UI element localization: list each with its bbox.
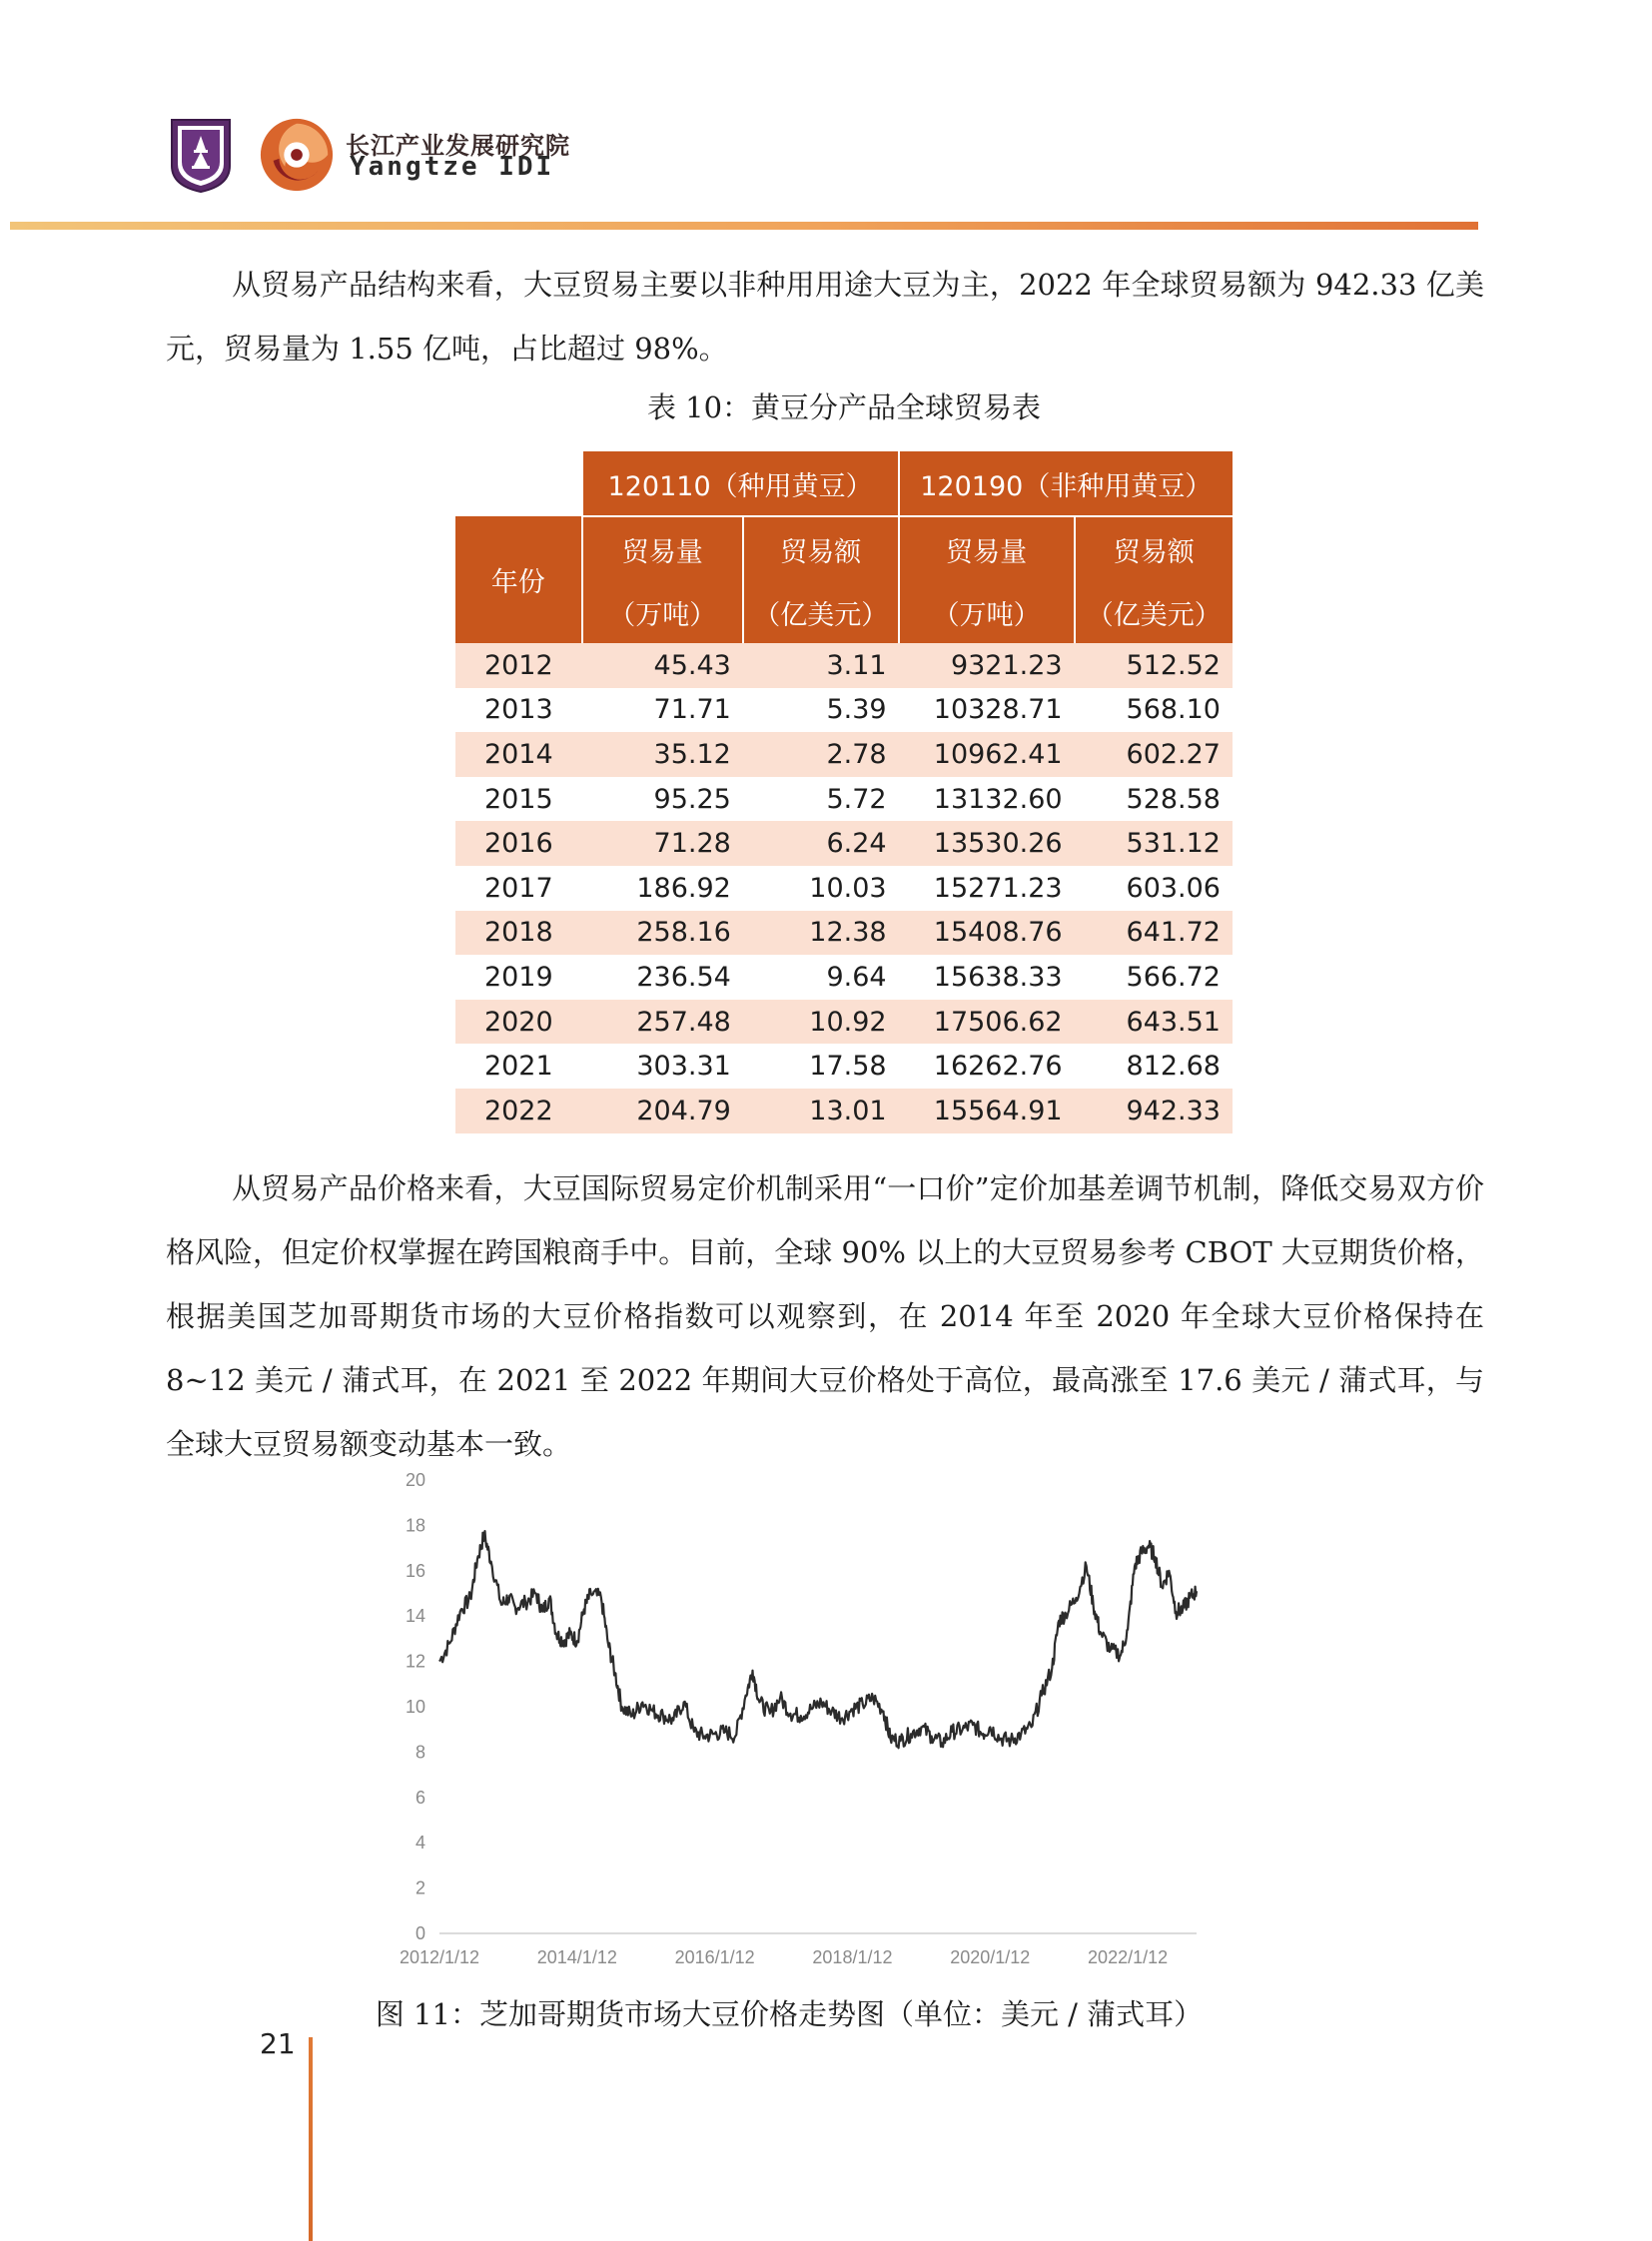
cell-year: 2016	[455, 821, 582, 866]
cell-nonseed-val: 566.72	[1126, 961, 1221, 993]
cell-seed-val: 17.58	[809, 1051, 887, 1083]
y-tick-label: 12	[405, 1651, 425, 1672]
cell-year: 2018	[455, 911, 582, 956]
cell-seed-qty: 45.43	[582, 643, 743, 688]
table-corner-blank	[455, 451, 582, 516]
x-tick-label: 2012/1/12	[399, 1947, 480, 1967]
footer-accent-bar	[309, 2037, 313, 2241]
cell-nonseed-val: 531.12	[1075, 821, 1233, 866]
table-row	[455, 1000, 1233, 1045]
cell-seed-val: 10.92	[743, 1000, 899, 1045]
unit-nonseed-val: （亿美元）	[1075, 581, 1233, 643]
cell-seed-qty: 71.28	[582, 821, 743, 866]
x-tick-label: 2022/1/12	[1088, 1947, 1169, 1967]
unit-nonseed-qty: （万吨）	[899, 581, 1075, 643]
cell-nonseed-val: 602.27	[1075, 732, 1233, 777]
cell-nonseed-qty: 17506.62	[899, 1000, 1075, 1045]
cell-nonseed-qty: 15564.91	[899, 1089, 1075, 1133]
cell-year: 2020	[455, 1000, 582, 1045]
cell-nonseed-qty: 10962.41	[899, 732, 1075, 777]
cell-nonseed-qty: 15408.76	[899, 911, 1075, 956]
table-row	[455, 1089, 1233, 1133]
cell-nonseed-qty: 13132.60	[933, 783, 1063, 815]
cell-seed-qty: 95.25	[653, 783, 731, 815]
y-tick-label: 0	[414, 1923, 425, 1943]
cell-nonseed-qty: 16262.76	[933, 1051, 1063, 1083]
table-row	[455, 821, 1233, 866]
cell-nonseed-val: 643.51	[1075, 1000, 1233, 1045]
paragraph-trade-structure: 从贸易产品结构来看，大豆贸易主要以非种用用途大豆为主，2022 年全球贸易额为 942.33 亿美元，贸易量为 1.55 亿吨，占比超过 98%。	[166, 268, 1484, 366]
cell-nonseed-val: 641.72	[1075, 911, 1233, 956]
cell-seed-val: 3.11	[743, 643, 899, 688]
y-tick-label: 6	[414, 1787, 425, 1808]
cell-seed-val: 5.72	[826, 783, 887, 815]
header-group-nonseed: 120190（非种用黄豆）	[899, 451, 1233, 516]
cell-seed-qty: 258.16	[582, 911, 743, 956]
cell-seed-qty: 186.92	[636, 872, 731, 904]
cell-year: 2017	[483, 872, 553, 904]
cell-seed-qty: 35.12	[582, 732, 743, 777]
chart-caption: 图 11：芝加哥期货市场大豆价格走势图（单位：美元 / 蒲式耳）	[375, 1997, 1204, 2031]
header-group-seed: 120110（种用黄豆）	[582, 451, 899, 516]
y-axis-ticks	[406, 1470, 425, 1943]
x-axis-ticks	[400, 1947, 1168, 1967]
x-tick-label: 2016/1/12	[674, 1947, 755, 1967]
cell-seed-val: 9.64	[826, 961, 887, 993]
cell-nonseed-qty: 13530.26	[899, 821, 1075, 866]
yangtze-idi-logo-icon	[258, 116, 336, 194]
cell-seed-val: 10.03	[809, 872, 887, 904]
cell-nonseed-qty: 15271.23	[933, 872, 1063, 904]
y-tick-label: 20	[405, 1470, 425, 1490]
cell-seed-qty: 71.71	[653, 694, 731, 726]
unit-seed-qty: （万吨）	[582, 581, 743, 643]
table-caption: 表 10：黄豆分产品全球贸易表	[646, 390, 1042, 424]
cell-nonseed-val: 812.68	[1126, 1051, 1221, 1083]
cell-seed-qty: 257.48	[582, 1000, 743, 1045]
cell-seed-qty: 236.54	[636, 961, 731, 993]
unit-seed-val: （亿美元）	[743, 581, 899, 643]
y-tick-label: 4	[414, 1833, 425, 1854]
soybean-price-chart	[380, 1468, 1229, 1967]
y-tick-label: 8	[414, 1742, 425, 1763]
header-year: 年份	[455, 516, 582, 643]
y-tick-label: 16	[405, 1560, 425, 1581]
table-row	[455, 955, 1233, 1000]
cell-nonseed-val: 942.33	[1075, 1089, 1233, 1133]
table-row	[455, 688, 1233, 733]
table-row	[455, 1044, 1233, 1089]
header-seed-qty: 贸易量	[582, 516, 743, 581]
table-row	[455, 866, 1233, 911]
cell-nonseed-val: 603.06	[1126, 872, 1221, 904]
cell-nonseed-qty: 10328.71	[933, 694, 1063, 726]
y-tick-label: 2	[414, 1877, 425, 1898]
price-series-line	[439, 1531, 1197, 1748]
header-seed-val: 贸易额	[743, 516, 899, 581]
page-number: 21	[260, 2027, 296, 2060]
y-tick-label: 14	[405, 1606, 425, 1627]
cell-nonseed-val: 512.52	[1075, 643, 1233, 688]
cell-year: 2012	[455, 643, 582, 688]
cell-year: 2014	[455, 732, 582, 777]
header-nonseed-val: 贸易额	[1075, 516, 1233, 581]
cell-nonseed-qty: 15638.33	[933, 961, 1063, 993]
cell-seed-val: 13.01	[743, 1089, 899, 1133]
paragraph-trade-price: 从贸易产品价格来看，大豆国际贸易定价机制采用“一口价”定价加基差调节机制，降低交易双方价格风险，但定价权掌握在跨国粮商手中。目前，全球 90% 以上的大豆贸易参考 CBOT 大豆期货价格，根据美国芝加哥期货市场的大豆价格指数可以观察到，在 2014 年至 2020 年全球大豆价格保持在 8~12 美元 / 蒲式耳，在 2021 至 2022 年期间大豆价格处于高位，最高涨至 17.6 美元 / 蒲式耳，与全球大豆贸易额变动基本一致。	[166, 1171, 1484, 1461]
cell-year: 2015	[483, 783, 553, 815]
x-tick-label: 2020/1/12	[950, 1947, 1031, 1967]
table-row	[455, 911, 1233, 956]
university-seal-icon	[168, 116, 234, 194]
x-tick-label: 2018/1/12	[812, 1947, 893, 1967]
header-nonseed-qty: 贸易量	[899, 516, 1075, 581]
table-row	[455, 777, 1233, 822]
cell-seed-qty: 204.79	[582, 1089, 743, 1133]
cell-nonseed-val: 528.58	[1126, 783, 1221, 815]
page-header	[0, 0, 1652, 240]
cell-seed-val: 2.78	[743, 732, 899, 777]
cell-year: 2019	[483, 961, 553, 993]
y-tick-label: 18	[405, 1515, 425, 1536]
cell-seed-val: 5.39	[826, 694, 887, 726]
cell-seed-val: 12.38	[743, 911, 899, 956]
cell-year: 2013	[483, 694, 553, 726]
soybean-trade-table	[455, 451, 1233, 1133]
cell-seed-val: 6.24	[743, 821, 899, 866]
cell-nonseed-val: 568.10	[1126, 694, 1221, 726]
table-row	[455, 643, 1233, 688]
cell-nonseed-qty: 9321.23	[899, 643, 1075, 688]
y-tick-label: 10	[405, 1697, 425, 1717]
cell-year: 2021	[483, 1051, 553, 1083]
header-divider	[10, 222, 1478, 230]
brand-name-cn: 长江产业发展研究院	[346, 132, 570, 160]
brand-name-en: Yangtze IDI	[350, 152, 555, 182]
cell-seed-qty: 303.31	[636, 1051, 731, 1083]
table-row	[455, 732, 1233, 777]
x-tick-label: 2014/1/12	[536, 1947, 617, 1967]
cell-year: 2022	[455, 1089, 582, 1133]
